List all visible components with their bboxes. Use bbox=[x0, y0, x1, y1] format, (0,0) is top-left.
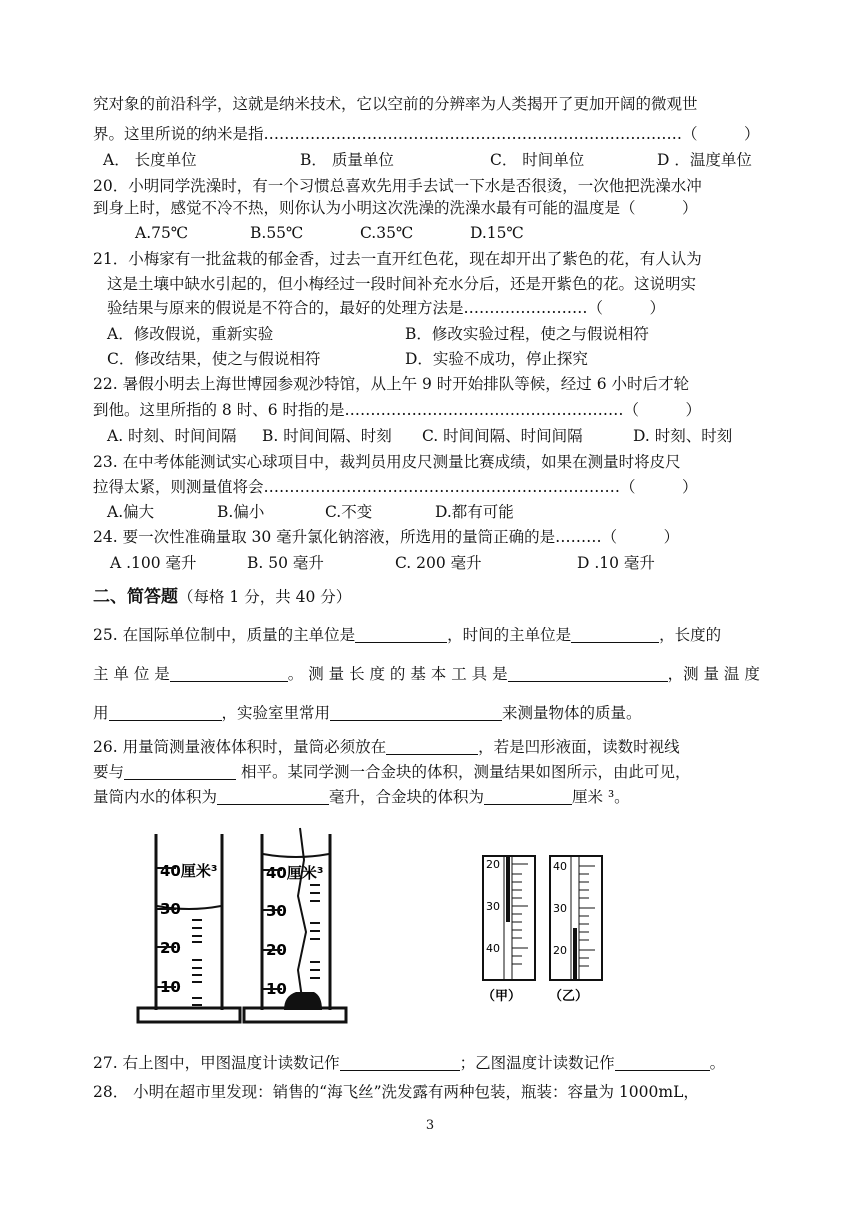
q22-option-b: B. 时间间隔、时刻 bbox=[262, 427, 392, 445]
q21-line1: 21．小梅家有一批盆栽的郁金香，过去一直开红色花，现在却开出了紫色的花，有人认为 bbox=[93, 250, 702, 268]
q22-option-c: C. 时间间隔、时间间隔 bbox=[422, 427, 583, 445]
q20-line1: 20．小明同学洗澡时，有一个习惯总喜欢先用手去试一下水是否很烫，一次他把洗澡水冲 bbox=[93, 177, 702, 195]
measurement-figure bbox=[0, 820, 860, 1050]
q23-option-d: D.都有可能 bbox=[435, 503, 514, 521]
q20-option-b: B.55℃ bbox=[250, 224, 304, 242]
q22-option-a: A. 时刻、时间间隔 bbox=[107, 427, 237, 445]
cylinder-2-unit-label: 40厘米³ bbox=[266, 864, 324, 882]
thermometer-yi-tick-label: 40 bbox=[553, 860, 567, 873]
q21-option-c: C．修改结果，使之与假说相符 bbox=[107, 350, 321, 368]
q23-option-a: A.偏大 bbox=[107, 503, 155, 521]
cylinder-2-tick-label: 30 bbox=[266, 902, 287, 920]
q26-line1: 26. 用量筒测量液体体积时，量筒必须放在 ，若是凹形液面，读数时视线 bbox=[93, 738, 680, 756]
answer-blank[interactable] bbox=[355, 625, 447, 643]
q20-option-d: D.15℃ bbox=[470, 224, 524, 242]
answer-blank[interactable] bbox=[124, 762, 236, 780]
answer-blank[interactable] bbox=[217, 787, 329, 805]
cylinder-2-tick-label: 20 bbox=[266, 941, 287, 959]
q19-option-b: B． 质量单位 bbox=[300, 151, 394, 169]
q23-option-c: C.不变 bbox=[325, 503, 373, 521]
cylinder-1 bbox=[138, 834, 240, 1022]
section-heading bbox=[93, 587, 351, 607]
q23-line2: 拉得太紧，则测量值将会……………………………………………………………（ ） bbox=[93, 478, 698, 496]
q27-line: 27. 右上图中，甲图温度计读数记作 ；乙图温度计读数记作 。 bbox=[93, 1054, 726, 1072]
thermometer-yi-caption: （乙） bbox=[549, 989, 589, 1004]
thermometer-yi-tick-label: 20 bbox=[553, 944, 567, 957]
answer-blank[interactable] bbox=[571, 625, 659, 643]
q23-line1: 23. 在中考体能测试实心球项目中，裁判员用皮尺测量比赛成绩，如果在测量时将皮尺 bbox=[93, 453, 681, 471]
q19-option-a: A． 长度单位 bbox=[103, 151, 197, 169]
q19-line1: 究对象的前沿科学，这就是纳米技术，它以空前的分辨率为人类揭开了更加开阔的微观世 bbox=[93, 95, 698, 113]
q21-line2: 这是土壤中缺水引起的，但小梅经过一段时间补充水分后，还是开紫色的花。这说明实 bbox=[107, 275, 697, 293]
q24-option-a: A .100 毫升 bbox=[110, 554, 197, 572]
thermometer-jia-tick-label: 40 bbox=[486, 942, 500, 955]
section-note: （每格 1 分，共 40 分） bbox=[178, 588, 352, 606]
answer-blank[interactable] bbox=[484, 787, 572, 805]
q26-line2: 要与 相平。某同学测一合金块的体积，测量结果如图所示，由此可见， bbox=[93, 763, 691, 781]
q23-option-b: B.偏小 bbox=[217, 503, 265, 521]
q24-option-d: D .10 毫升 bbox=[577, 554, 655, 572]
thermometer-yi-tick-label: 30 bbox=[553, 902, 567, 915]
thermometer-jia-tick-label: 30 bbox=[486, 900, 500, 913]
q19-option-c: C． 时间单位 bbox=[490, 151, 585, 169]
cylinder-1-tick-label: 10 bbox=[160, 978, 181, 996]
page-number: 3 bbox=[425, 1118, 435, 1133]
q25-line3: 用 ，实验室里常用 来测量物体的质量。 bbox=[93, 704, 642, 722]
q22-line2: 到他。这里所指的 8 时、6 时指的是………………………………………………（ ） bbox=[93, 401, 702, 419]
q24-line1: 24. 要一次性准确量取 30 毫升氯化钠溶液，所选用的量筒正确的是………（ ） bbox=[93, 528, 680, 546]
thermometer-yi bbox=[549, 856, 602, 1004]
q26-line3: 量筒内水的体积为 毫升，合金块的体积为 厘米 ³。 bbox=[93, 788, 630, 806]
cylinder-2-tick-label: 10 bbox=[266, 980, 287, 998]
q22-line1: 22. 暑假小明去上海世博园参观沙特馆，从上午 9 时开始排队等候，经过 6 小时后才轮 bbox=[93, 375, 690, 393]
q21-option-d: D．实验不成功，停止探究 bbox=[405, 350, 588, 368]
cylinder-1-unit-label: 40厘米³ bbox=[160, 862, 218, 880]
q21-option-b: B．修改实验过程，使之与假说相符 bbox=[405, 325, 649, 343]
q19-option-d: D ．温度单位 bbox=[657, 151, 752, 169]
q21-option-a: A．修改假说，重新实验 bbox=[107, 325, 274, 343]
thermometer-jia-tick-label: 20 bbox=[486, 858, 500, 871]
thermometer-jia bbox=[482, 856, 535, 1004]
q22-option-d: D. 时刻、时刻 bbox=[633, 427, 733, 445]
answer-blank[interactable] bbox=[386, 737, 478, 755]
q25-line1: 25. 在国际单位制中，质量的主单位是 ，时间的主单位是 ，长度的 bbox=[93, 626, 722, 644]
q20-option-c: C.35℃ bbox=[360, 224, 414, 242]
cylinder-2 bbox=[244, 828, 346, 1022]
answer-blank[interactable] bbox=[330, 703, 502, 721]
q25-line2: 主 单 位 是 。 测 量 长 度 的 基 本 工 具 是 ，测 量 温 度 bbox=[93, 665, 760, 683]
thermometer-jia-caption: （甲） bbox=[482, 989, 522, 1004]
cylinder-1-tick-label: 20 bbox=[160, 939, 181, 957]
q24-option-b: B. 50 毫升 bbox=[247, 554, 324, 572]
answer-blank[interactable] bbox=[508, 664, 668, 682]
q28-line1: 28． 小明在超市里发现：销售的“海飞丝”洗发露有两种包装，瓶装：容量为 1000mL， bbox=[93, 1083, 699, 1101]
q21-line3: 验结果与原来的假说是不符合的，最好的处理方法是……………………（ ） bbox=[107, 299, 666, 317]
answer-blank[interactable] bbox=[170, 664, 288, 682]
q19-line2: 界。这里所说的纳米是指………………………………………………………………………（ ） bbox=[93, 125, 760, 143]
q24-option-c: C. 200 毫升 bbox=[395, 554, 482, 572]
q20-line2: 到身上时，感觉不冷不热，则你认为小明这次洗澡的洗澡水最有可能的温度是（ ） bbox=[93, 199, 698, 217]
cylinder-1-tick-label: 30 bbox=[160, 900, 181, 918]
section-title: 二、简答题 bbox=[93, 587, 178, 607]
answer-blank[interactable] bbox=[109, 703, 222, 721]
answer-blank[interactable] bbox=[615, 1053, 710, 1071]
q20-option-a: A.75℃ bbox=[135, 224, 189, 242]
answer-blank[interactable] bbox=[340, 1053, 460, 1071]
